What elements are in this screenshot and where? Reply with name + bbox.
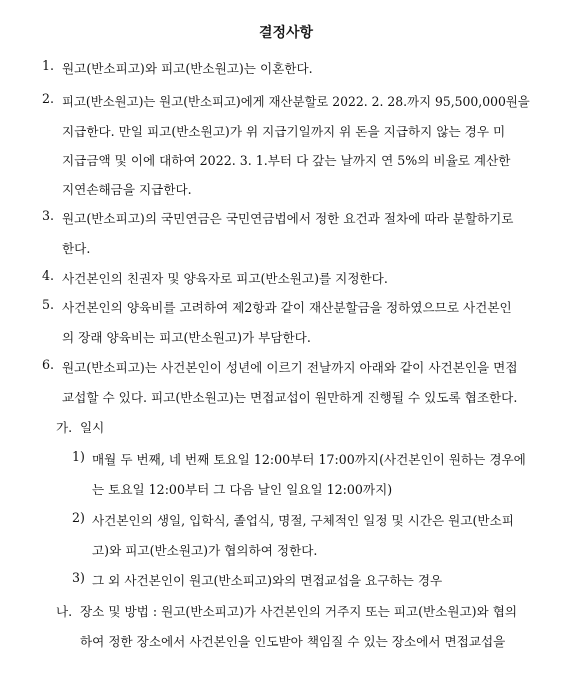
item-number: 2. [42,91,55,106]
sub-item-text-line: 사건본인의 생일, 입학식, 졸업식, 명절, 구체적인 일정 및 시간은 원고(반소피 [92,513,514,528]
item-text-line: 한다. [62,241,91,256]
sub-item-text-line: 는 토요일 12:00부터 그 다음 날인 일요일 12:00까지) [92,482,393,497]
item-text-line: 원고(반소피고)의 국민연금은 국민연금법에서 정한 요건과 절차에 따라 분할하기로 [62,211,514,226]
sub-item-number: 2) [72,510,85,525]
sub-item-text-line: 고)와 피고(반소원고)가 협의하여 정한다. [92,543,318,558]
sub-number: 가. [56,420,73,435]
sub-text-line: 하여 정한 장소에서 사건본인을 인도받아 책임질 수 있는 장소에서 면접교섭을 [80,634,506,649]
item-text-line: 교섭할 수 있다. 피고(반소원고)는 면접교섭이 원만하게 진행될 수 있도록 협조한다. [62,390,518,405]
sub-item-number: 3) [72,570,85,585]
item-text-line: 사건본인의 양육비를 고려하여 제2항과 같이 재산분할금을 정하였으므로 사건본인 [62,300,512,315]
item-number: 4. [42,268,55,283]
item-number: 1. [42,58,55,73]
sub-item-number: 1) [72,449,85,464]
item-text-line: 지급금액 및 이에 대하여 2022. 3. 1.부터 다 갚는 날까지 연 5%의 비율로 계산한 [62,153,511,168]
sub-item-text-line: 그 외 사건본인이 원고(반소피고)와의 면접교섭을 요구하는 경우 [92,573,443,588]
item-text-line: 지급한다. 만일 피고(반소원고)가 위 지급기일까지 위 돈을 지급하지 않는 경우 미 [62,124,506,139]
sub-item-text-line: 매월 두 번째, 네 번째 토요일 12:00부터 17:00까지(사건본인이 원하는 경우에 [92,452,526,467]
item-text-line: 원고(반소피고)와 피고(반소원고)는 이혼한다. [62,61,313,76]
item-number: 3. [42,208,55,223]
item-number: 6. [42,357,55,372]
sub-text-line: 장소 및 방법 : 원고(반소피고)가 사건본인의 거주지 또는 피고(반소원고)와 협의 [80,604,518,619]
item-text-line: 피고(반소원고)는 원고(반소피고)에게 재산분할로 2022. 2. 28.까지 95,500,000원을 [62,94,530,109]
item-text-line: 지연손해금을 지급한다. [62,182,192,197]
document-title: 결정사항 [258,25,314,41]
item-text-line: 원고(반소피고)는 사건본인이 성년에 이르기 전날까지 아래와 같이 사건본인을 면접 [62,360,518,375]
sub-text-line: 일시 [80,420,105,435]
sub-number: 나. [56,604,73,619]
item-number: 5. [42,297,55,312]
item-text-line: 사건본인의 친권자 및 양육자로 피고(반소원고)를 지정한다. [62,271,388,286]
item-text-line: 의 장래 양육비는 피고(반소원고)가 부담한다. [62,330,311,345]
